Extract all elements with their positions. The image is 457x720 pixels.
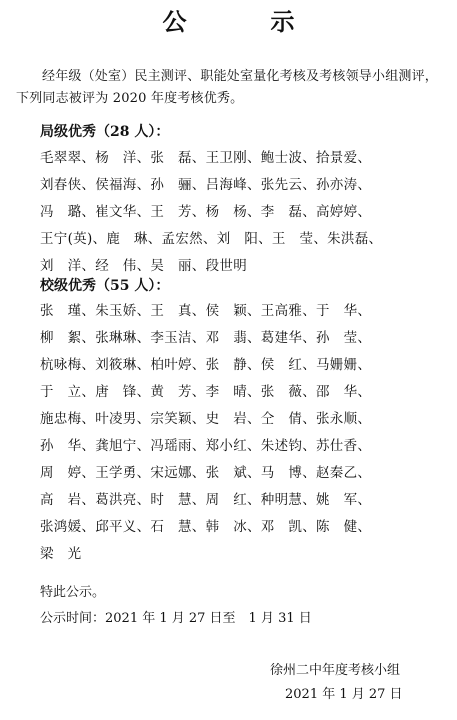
name-line: 杭咏梅、刘筱琳、柏叶婷、张 静、侯 红、马姗姗、 (40, 357, 372, 373)
name-line: 周 婷、王学勇、宋远娜、张 斌、马 博、赵秦乙、 (40, 465, 372, 481)
name-line: 高 岩、葛洪亮、时 慧、周 红、种明慧、姚 军、 (40, 492, 372, 508)
notice-text: 特此公示。 (40, 585, 106, 600)
bureau-heading: 局级优秀（28 人）： (40, 124, 170, 140)
name-line: 张鸿媛、邱平义、石 慧、韩 冰、邓 凯、陈 健、 (40, 519, 372, 535)
issuer-signature: 徐州二中年度考核小组 (270, 663, 401, 678)
name-line: 柳 絮、张琳琳、李玉洁、邓 翡、葛建华、孙 莹、 (40, 330, 372, 346)
name-line: 冯 璐、崔文华、王 芳、杨 杨、李 磊、高婷婷、 (40, 204, 372, 220)
name-line: 施忠梅、叶凌男、宗笑颖、史 岩、仝 倩、张永顺、 (40, 411, 372, 427)
name-line: 张 瑾、朱玉娇、王 真、侯 颖、王高雅、于 华、 (40, 303, 372, 319)
issue-date: 2021 年 1 月 27 日 (285, 687, 403, 702)
notice-period: 公示时间：2021 年 1 月 27 日至 1 月 31 日 (40, 611, 312, 626)
page-title: 公 示 (162, 7, 325, 36)
name-line: 于 立、唐 锋、黄 芳、李 晴、张 薇、邵 华、 (40, 384, 372, 400)
intro-paragraph: 经年级（处室）民主测评、职能处室量化考核及考核领导小组测评，下列同志被评为 2020 年度考核优秀。 (16, 69, 439, 106)
name-line: 孙 华、龚旭宁、冯瑶雨、郑小红、朱述钧、苏仕香、 (40, 438, 372, 454)
name-line: 梁 光 (40, 546, 82, 562)
school-name-list (40, 298, 450, 568)
name-line: 毛翠翠、杨 洋、张 磊、王卫刚、鲍士波、拾景爱、 (40, 150, 372, 166)
name-line: 刘春侠、侯福海、孙 骊、吕海峰、张先云、孙亦涛、 (40, 177, 372, 193)
school-heading: 校级优秀（55 人）： (40, 278, 170, 294)
bureau-name-list (40, 145, 450, 280)
name-line: 刘 洋、经 伟、吴 丽、段世明 (40, 258, 247, 274)
name-line: 王宁(英)、鹿 琳、孟宏然、刘 阳、王 莹、朱洪磊、 (40, 231, 383, 247)
